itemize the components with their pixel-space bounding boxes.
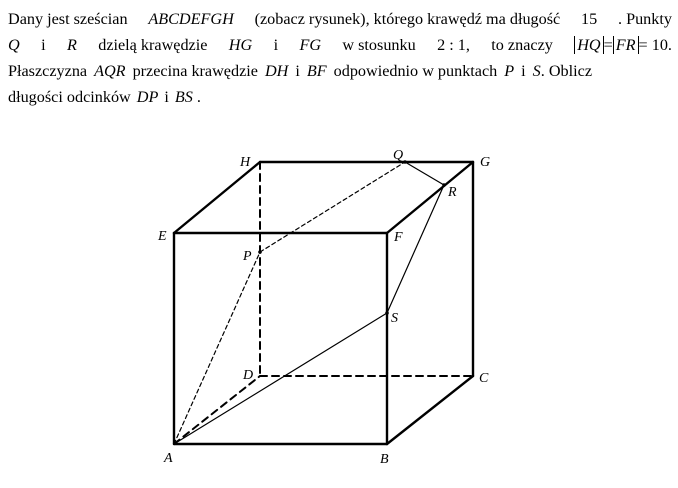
text-segment: Płaszczyzna (8, 62, 88, 80)
text-segment: przecina krawędzie (132, 62, 258, 80)
period: . (196, 88, 201, 106)
edge-eh (174, 162, 260, 233)
text-segment: i (273, 36, 279, 54)
vertex-label-g: G (480, 155, 491, 170)
cube-name: ABCDEFGH (148, 10, 234, 28)
text-segment: w stosunku (342, 36, 416, 54)
edge-fg: FG (299, 36, 322, 54)
text-segment: dzielą krawędzie (98, 36, 208, 54)
edge-fg (387, 162, 473, 233)
segment-ap (174, 252, 260, 444)
text-segment: . Oblicz (540, 62, 593, 80)
edge-hg: HG (228, 36, 253, 54)
vertex-label-r: R (448, 185, 457, 200)
plane-aqr: AQR (94, 62, 126, 80)
text-segment: i (295, 62, 300, 80)
vertex-label-q: Q (393, 148, 404, 163)
vertex-label-h: H (240, 155, 251, 170)
edge-bc (387, 376, 473, 444)
point-s: S (532, 62, 541, 80)
edge-bf: BF (306, 62, 327, 80)
point-q: Q (8, 36, 20, 54)
vertex-label-c: C (479, 371, 489, 386)
equals-sign: = (603, 36, 613, 54)
text-segment: to znaczy (491, 36, 553, 54)
ratio-value: 2 : 1, (437, 36, 470, 54)
vertex-label-a: A (164, 451, 173, 466)
text-segment: i (41, 36, 46, 54)
vertex-label-f: F (394, 230, 403, 245)
segment-bs: BS (174, 88, 193, 106)
text-segment: (zobacz rysunek), którego krawędź ma długość (254, 10, 561, 28)
text-segment: odpowiednio w punktach (333, 62, 498, 80)
point-marker-r (442, 183, 446, 187)
abs-hq: HQ (574, 36, 603, 54)
abs-fr: FR (613, 36, 639, 54)
text-segment: Dany jest sześcian (8, 10, 128, 28)
equals-value: = 10 (638, 36, 668, 54)
segment-qr (405, 162, 444, 185)
vertex-label-b: B (380, 452, 389, 467)
point-marker-s (385, 311, 389, 315)
segment-dp: DP (136, 88, 159, 106)
edge-ad (174, 376, 260, 444)
point-r: R (66, 36, 77, 54)
point-marker-q (403, 160, 407, 164)
vertex-label-d: D (243, 368, 254, 383)
segment-rs (387, 185, 444, 313)
vertex-label-e: E (158, 229, 167, 244)
period: . (667, 36, 672, 54)
text-segment: . Punkty (617, 10, 672, 28)
vertex-label-s: S (391, 311, 398, 326)
text-segment: długości odcinków (8, 88, 131, 106)
edge-length-value: 15 (581, 10, 598, 28)
segment-pq (260, 162, 405, 252)
text-segment: i (521, 62, 526, 80)
point-p: P (504, 62, 515, 80)
vertex-label-p: P (243, 249, 252, 264)
text-segment: i (164, 88, 169, 106)
edge-dh: DH (264, 62, 289, 80)
point-marker-p (258, 250, 262, 254)
segment-as (174, 313, 387, 444)
